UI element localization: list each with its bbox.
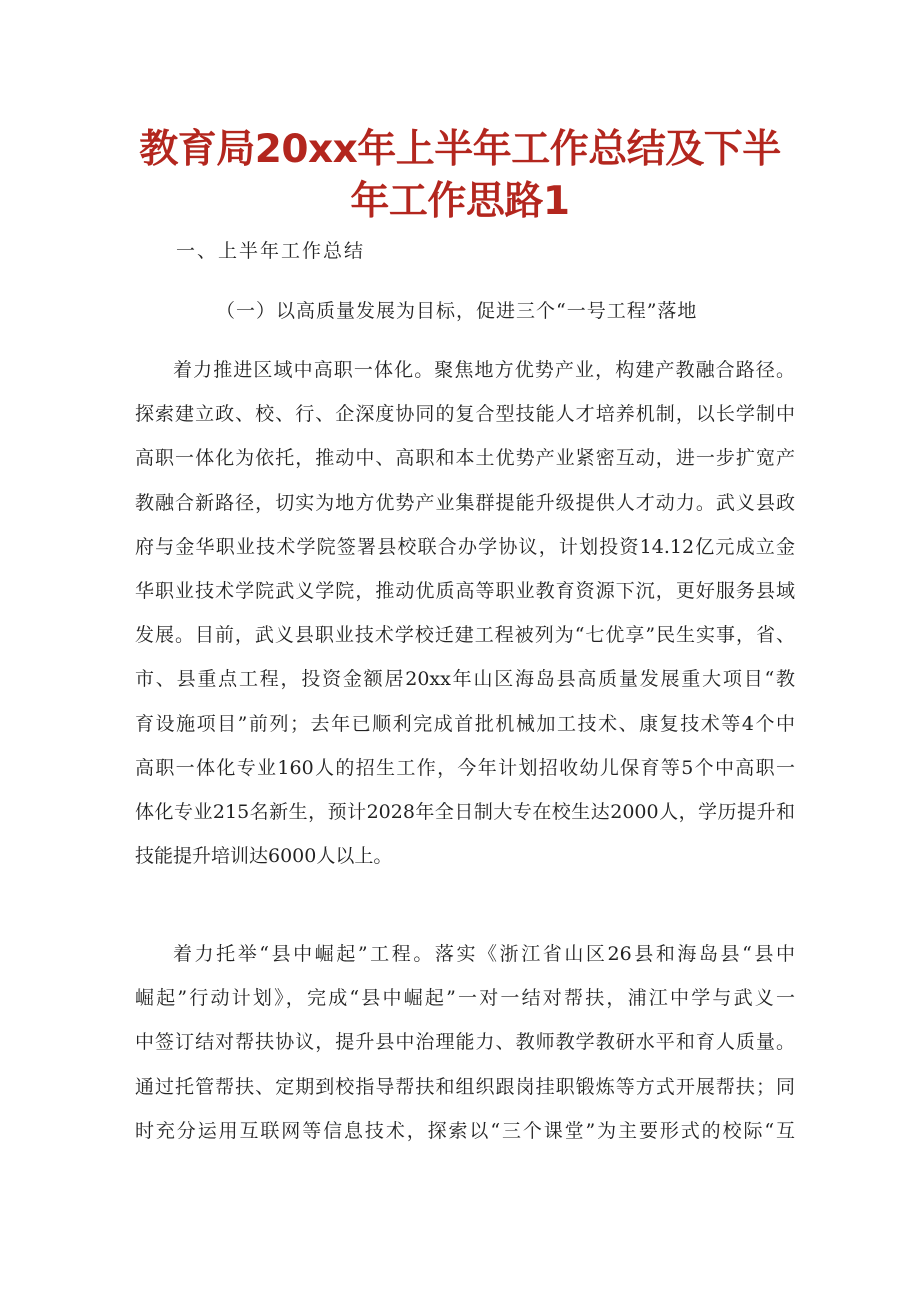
paragraph-line: 着力托举“县中崛起”工程。落实《浙江省山区26县和海岛县“县中 xyxy=(173,943,795,965)
paragraph-line: 教融合新路径，切实为地方优势产业集群提能升级提供人才动力。武义县政 xyxy=(135,491,795,514)
title-line: 年工作思路1 xyxy=(350,179,570,224)
paragraph-line: 探索建立政、校、行、企深度协同的复合型技能人才培养机制，以长学制中 xyxy=(135,403,795,426)
paragraph-line: 育设施项目”前列；去年已顺利完成首批机械加工技术、康复技术等4个中 xyxy=(135,712,795,735)
section-heading-1: 一、上半年工作总结 xyxy=(176,240,366,262)
paragraph-line: 华职业技术学院武义学院，推动优质高等职业教育资源下沉，更好服务县域 xyxy=(135,579,795,602)
paragraph-line: 崛起”行动计划》，完成“县中崛起”一对一结对帮扶，浦江中学与武义一 xyxy=(135,987,795,1010)
paragraph-line: 府与金华职业技术学院签署县校联合办学协议，计划投资14.12亿元成立金 xyxy=(135,535,795,558)
section-heading-2: （一）以高质量发展为目标，促进三个“一号工程”落地 xyxy=(216,300,698,322)
paragraph-line: 体化专业215名新生，预计2028年全日制大专在校生达2000人，学历提升和 xyxy=(135,800,795,823)
paragraph-1 xyxy=(135,348,795,878)
paragraph-2 xyxy=(135,932,795,1153)
paragraph-line: 高职一体化为依托，推动中、高职和本土优势产业紧密互动，进一步扩宽产 xyxy=(135,447,795,470)
document-title xyxy=(130,124,790,228)
paragraph-line: 时充分运用互联网等信息技术，探索以“三个课堂”为主要形式的校际“互 xyxy=(135,1119,795,1142)
title-line: 教育局20xx年上半年工作总结及下半 xyxy=(139,127,781,172)
paragraph-line: 着力推进区域中高职一体化。聚焦地方优势产业，构建产教融合路径。 xyxy=(173,359,795,381)
paragraph-line: 中签订结对帮扶协议，提升县中治理能力、教师教学教研水平和育人质量。 xyxy=(135,1031,795,1054)
paragraph-line: 市、县重点工程，投资金额居20xx年山区海岛县高质量发展重大项目“教 xyxy=(135,668,795,691)
paragraph-line: 技能提升培训达6000人以上。 xyxy=(135,845,393,868)
paragraph-line: 通过托管帮扶、定期到校指导帮扶和组织跟岗挂职锻炼等方式开展帮扶；同 xyxy=(135,1075,795,1098)
paragraph-line: 发展。目前，武义县职业技术学校迁建工程被列为“七优享”民生实事，省、 xyxy=(135,624,795,647)
paragraph-line: 高职一体化专业160人的招生工作，今年计划招收幼儿保育等5个中高职一 xyxy=(135,756,795,779)
